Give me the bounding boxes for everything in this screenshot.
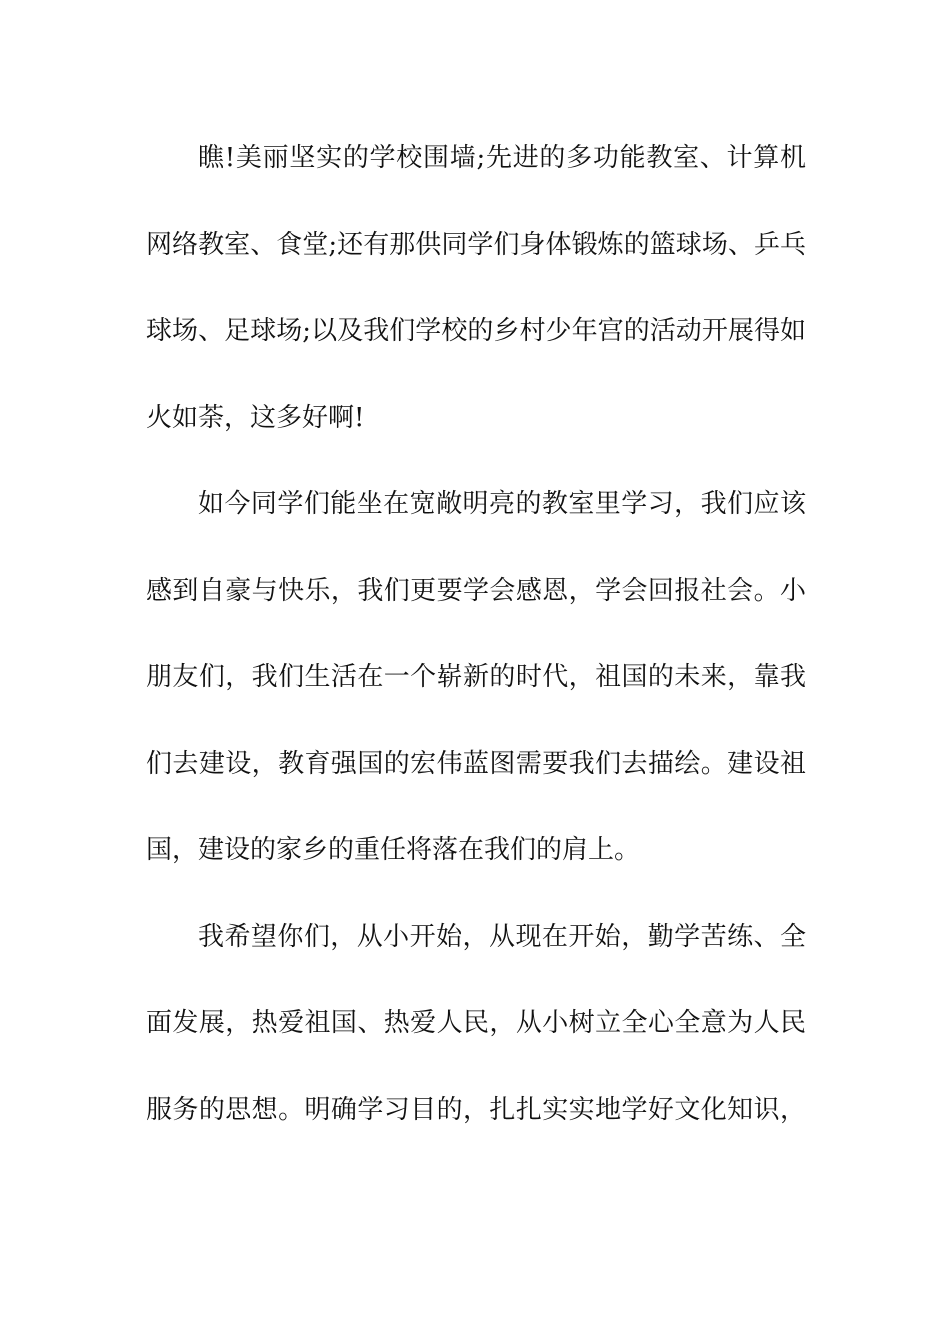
text-line: 球场、足球场;以及我们学校的乡村少年宫的活动开展得如 — [146, 316, 806, 346]
text-line: 们去建设，教育强国的宏伟蓝图需要我们去描绘。建设祖 — [146, 748, 806, 779]
text-line: 如今同学们能坐在宽敞明亮的教室里学习，我们应该 — [198, 489, 806, 519]
text-line: 网络教室、食堂;还有那供同学们身体锻炼的篮球场、乒乓 — [146, 229, 806, 260]
text-line: 火如荼，这多好啊! — [146, 402, 365, 433]
text-line: 我希望你们，从小开始，从现在开始，勤学苦练、全 — [198, 921, 806, 952]
text-line: 瞧!美丽坚实的学校围墙;先进的多功能教室、计算机 — [198, 143, 806, 173]
text-line: 国，建设的家乡的重任将落在我们的肩上。 — [146, 835, 641, 865]
text-line: 朋友们，我们生活在一个崭新的时代，祖国的未来，靠我 — [146, 662, 806, 692]
document-body — [146, 128, 806, 1166]
text-line: 面发展，热爱祖国、热爱人民，从小树立全心全意为人民 — [146, 1008, 806, 1038]
text-line: 感到自豪与快乐，我们更要学会感恩，学会回报社会。小 — [146, 575, 806, 606]
text-line: 服务的思想。明确学习目的，扎扎实实地学好文化知识， — [146, 1094, 806, 1125]
